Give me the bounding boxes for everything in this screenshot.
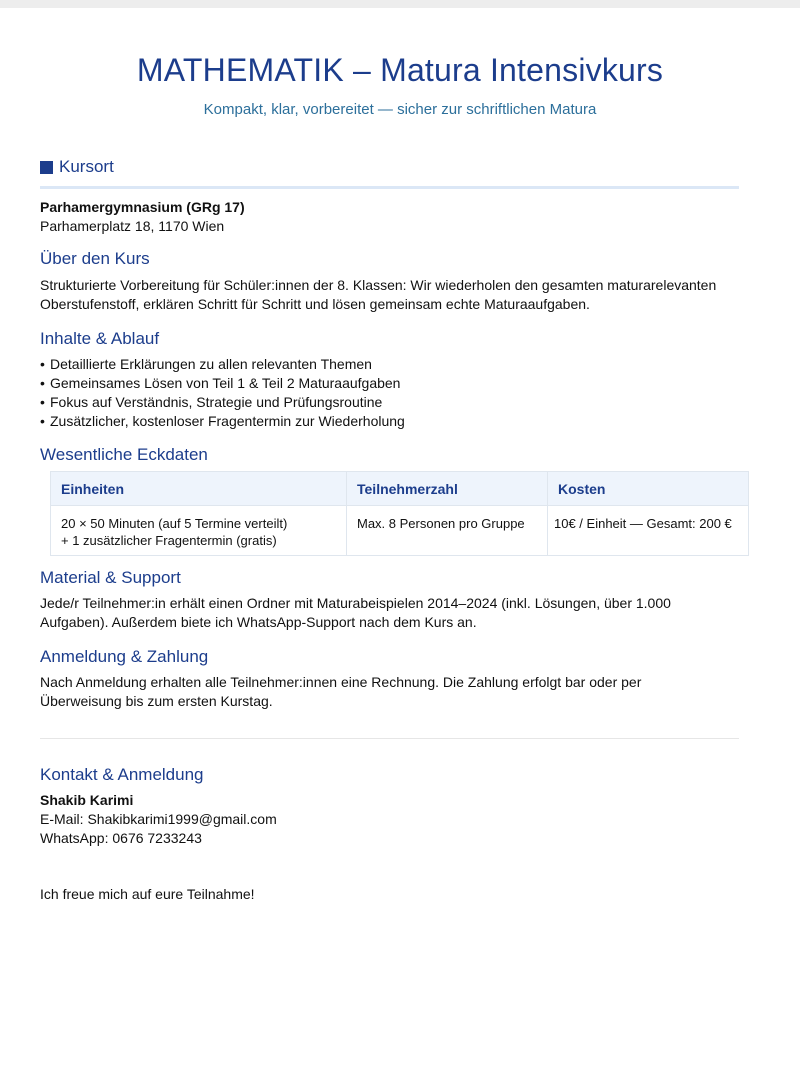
list-item xyxy=(40,393,760,412)
divider xyxy=(40,738,739,739)
about-heading: Über den Kurs xyxy=(40,249,150,268)
top-bar xyxy=(0,0,800,8)
column-header-participants: Teilnehmerzahl xyxy=(347,472,548,506)
material-line: Jede/r Teilnehmer:in erhält einen Ordner mit Maturabeispielen 2014–2024 (inkl. Lösungen, über 1.000 xyxy=(40,595,671,611)
list-item-text: Gemeinsames Lösen von Teil 1 & Teil 2 Maturaaufgaben xyxy=(50,375,401,391)
list-item-text: Zusätzlicher, kostenloser Fragentermin zur Wiederholung xyxy=(50,413,405,429)
cell-costs: 10€ / Einheit — Gesamt: 200 € xyxy=(548,506,749,556)
page-subtitle: Kompakt, klar, vorbereitet — sicher zur schriftlichen Matura xyxy=(203,101,597,118)
registration-heading: Anmeldung & Zahlung xyxy=(40,647,209,666)
list-item-text: Fokus auf Verständnis, Strategie und Prüfungsroutine xyxy=(50,394,383,410)
bullet: • xyxy=(40,356,45,372)
registration-line: Nach Anmeldung erhalten alle Teilnehmer:innen eine Rechnung. Die Zahlung erfolgt bar oder per xyxy=(40,674,642,690)
venue-address: Parhamerplatz 18, 1170 Wien xyxy=(40,218,225,234)
content-list xyxy=(40,355,760,431)
page-title: MATHEMATIK – Matura Intensivkurs xyxy=(136,52,664,88)
contact-name: Shakib Karimi xyxy=(40,792,134,808)
kursort-heading-label: Kursort xyxy=(59,157,114,176)
bullet: • xyxy=(40,375,45,391)
material-heading: Material & Support xyxy=(40,568,181,587)
table-row xyxy=(51,506,749,556)
contact-details xyxy=(40,791,760,848)
facts-table xyxy=(50,471,749,556)
cell-participants: Max. 8 Personen pro Gruppe xyxy=(347,506,548,556)
bullet: • xyxy=(40,413,45,429)
registration-text xyxy=(40,673,760,711)
contact-heading: Kontakt & Anmeldung xyxy=(40,765,204,784)
kursort-heading xyxy=(40,156,114,178)
about-line: Oberstufenstoff, erklären Schritt für Schritt und lösen gemeinsam echte Maturaaufgaben. xyxy=(40,296,590,312)
venue-name: Parhamergymnasium (GRg 17) xyxy=(40,199,245,215)
list-item xyxy=(40,355,760,374)
column-header-units: Einheiten xyxy=(51,472,347,506)
material-text xyxy=(40,594,760,632)
contact-whatsapp: WhatsApp: 0676 7233243 xyxy=(40,830,202,846)
cell-units-line: 20 × 50 Minuten (auf 5 Termine verteilt) xyxy=(61,516,288,531)
list-item-text: Detaillierte Erklärungen zu allen relevanten Themen xyxy=(50,356,372,372)
about-line: Strukturierte Vorbereitung für Schüler:innen der 8. Klassen: Wir wiederholen den gesamten maturarelevanten xyxy=(40,277,717,293)
about-text xyxy=(40,276,780,314)
kursort-section xyxy=(40,198,760,236)
divider xyxy=(40,186,739,189)
square-bullet-icon xyxy=(40,161,53,174)
list-item xyxy=(40,412,760,431)
registration-line: Überweisung bis zum ersten Kurstag. xyxy=(40,693,273,709)
closing-text: Ich freue mich auf eure Teilnahme! xyxy=(40,886,255,902)
cell-units xyxy=(51,506,347,556)
material-line: Aufgaben). Außerdem biete ich WhatsApp-Support nach dem Kurs an. xyxy=(40,614,477,630)
contact-email: E-Mail: Shakibkarimi1999@gmail.com xyxy=(40,811,277,827)
cell-units-line: + 1 zusätzlicher Fragentermin (gratis) xyxy=(61,533,277,548)
content-heading: Inhalte & Ablauf xyxy=(40,329,160,348)
facts-heading: Wesentliche Eckdaten xyxy=(40,445,208,464)
list-item xyxy=(40,374,760,393)
table-header-row xyxy=(51,472,749,506)
column-header-costs: Kosten xyxy=(548,472,749,506)
bullet: • xyxy=(40,394,45,410)
